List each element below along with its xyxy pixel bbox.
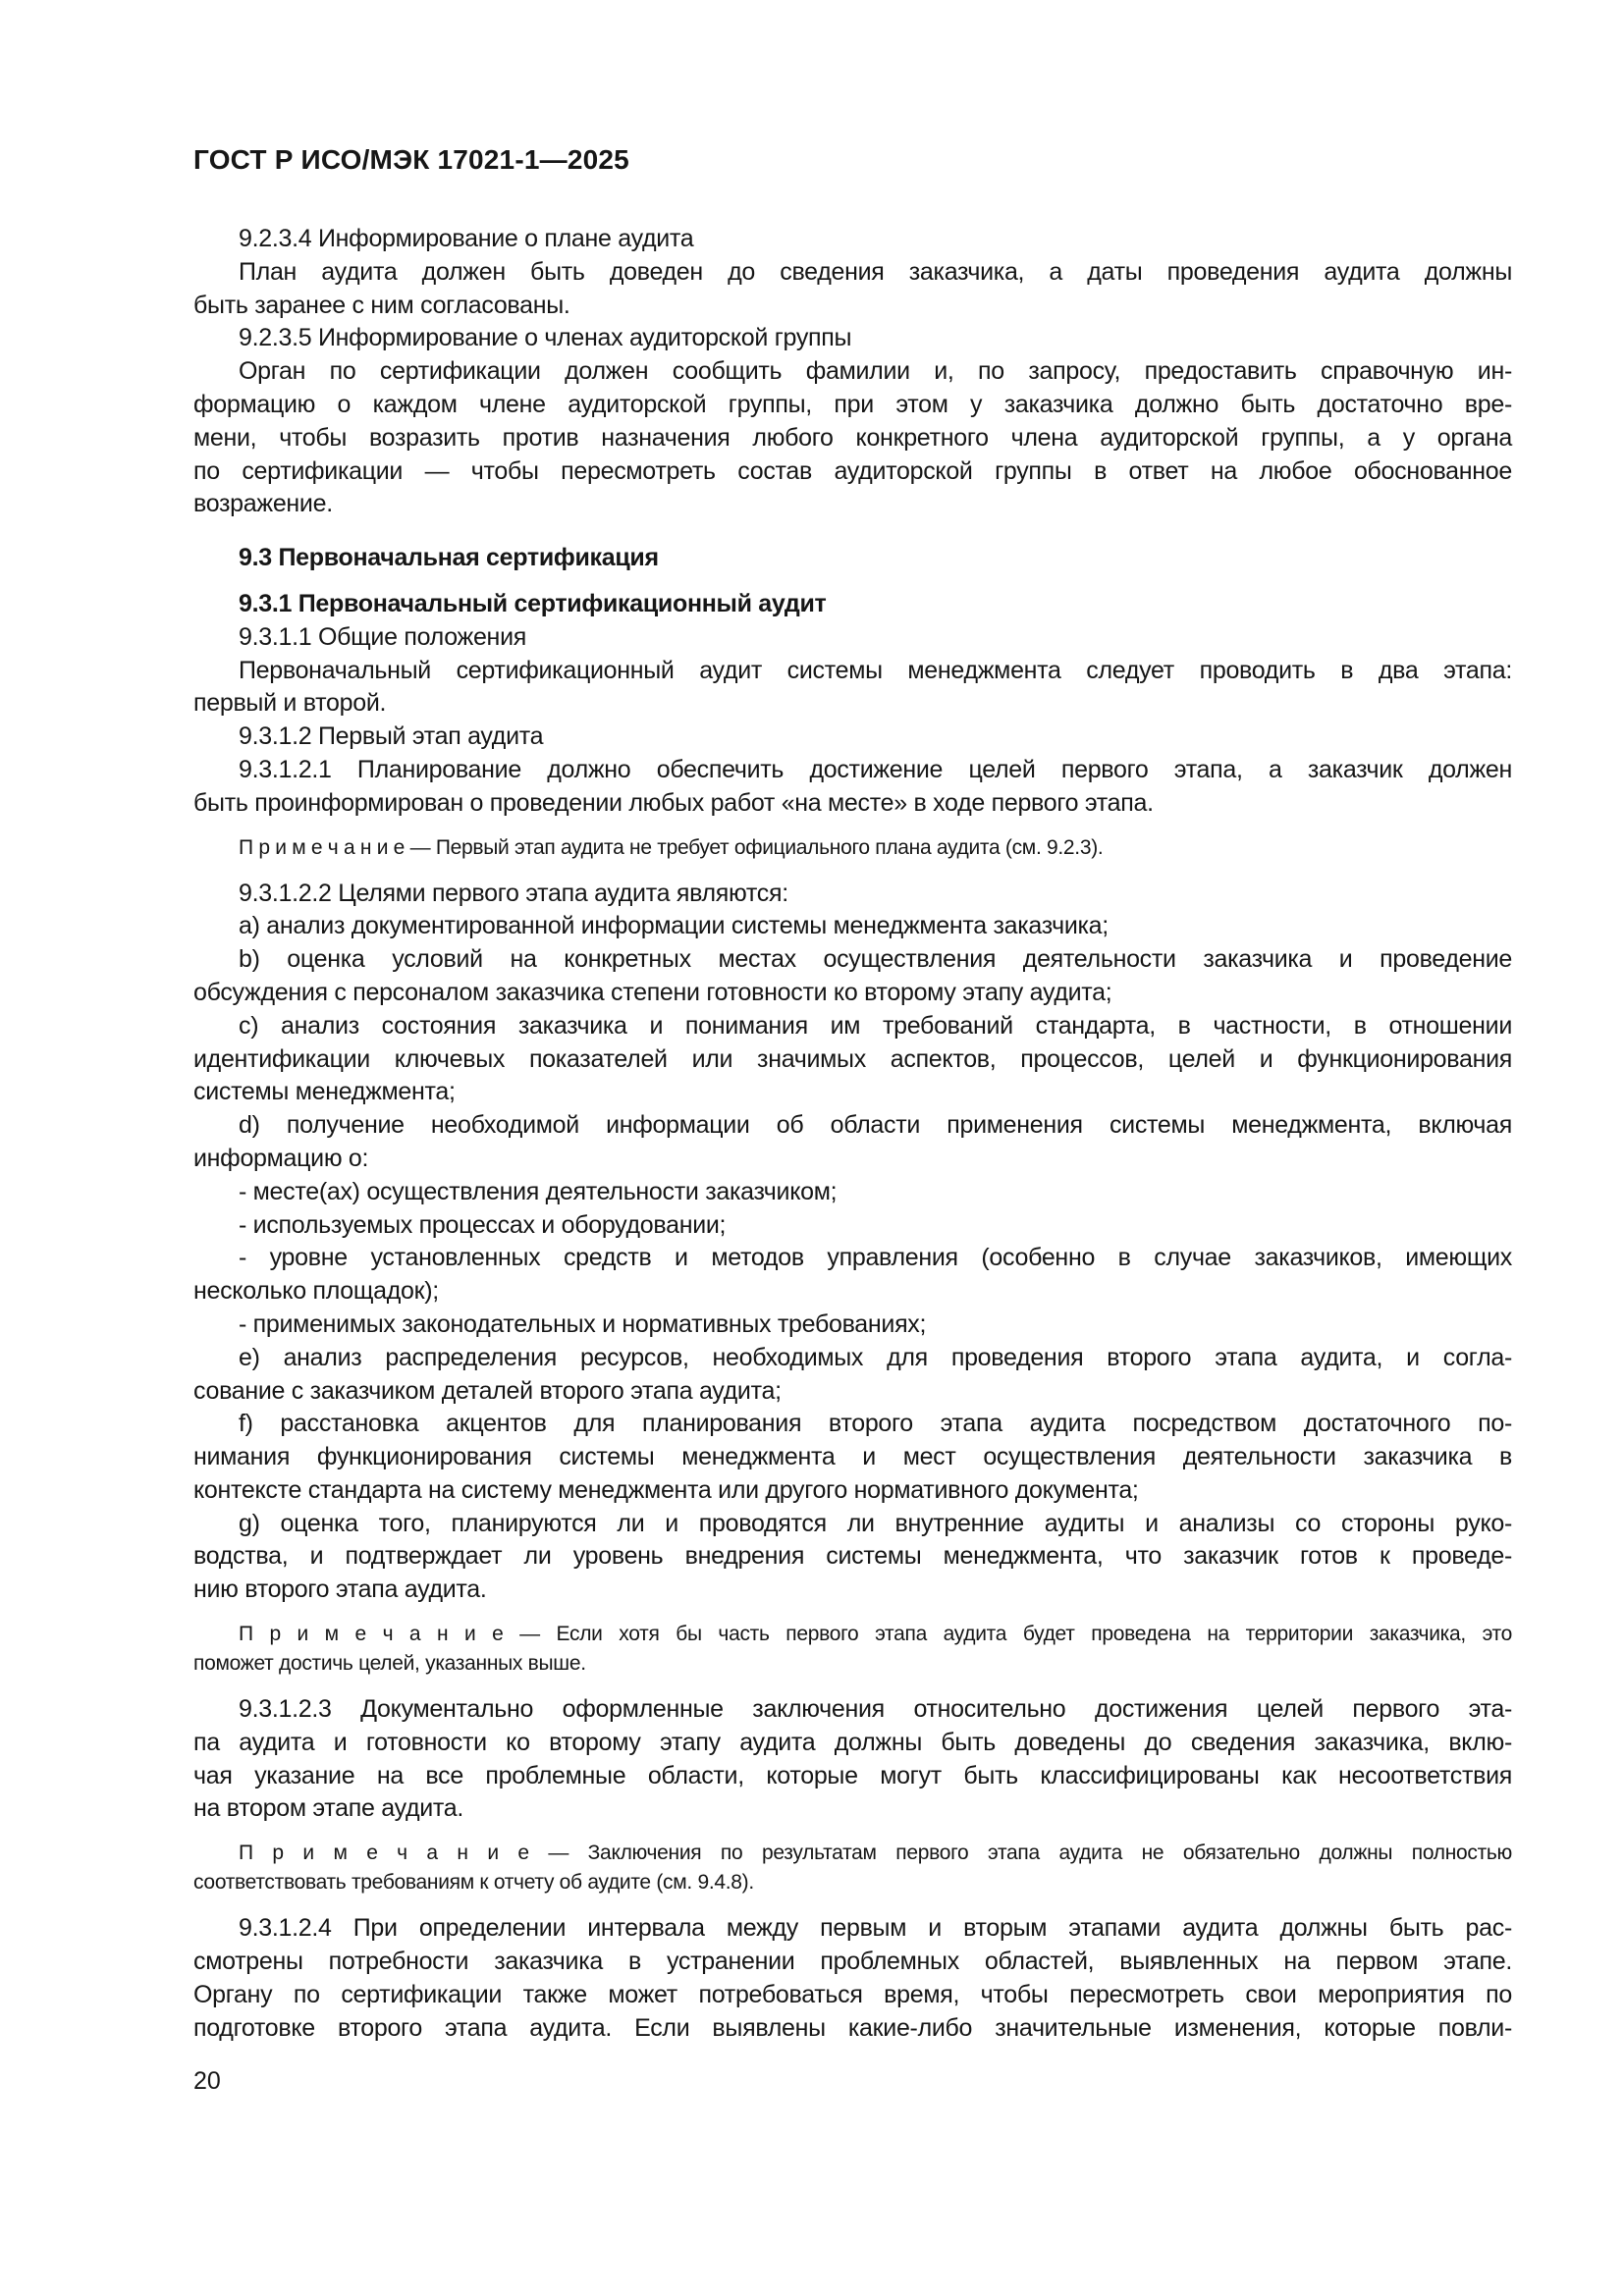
dash-item — [193, 1308, 1512, 1342]
text-line: 9.3.1.2.4 При определении интервала между первым и вторым этапами аудита должны быть рас- — [239, 1914, 1512, 1943]
document-body — [193, 223, 1512, 2045]
text-line: Первоначальный сертификационный аудит системы менеджмента следует проводить в два этапа: — [239, 656, 1512, 684]
text-line: - используемых процессах и оборудовании; — [239, 1210, 727, 1239]
text-line: П р и м е ч а н и е — Первый этап аудита не требует официального плана аудита (см. 9.2.3). — [239, 835, 1104, 859]
text-line: идентификации ключевых показателей или значимых аспектов, процессов, целей и функционирования — [193, 1044, 1512, 1073]
document-header: ГОСТ Р ИСО/МЭК 17021-1—2025 — [193, 144, 629, 175]
text-line: 9.3.1.2.2 Целями первого этапа аудита являются: — [239, 879, 788, 907]
text-line: 9.2.3.5 Информирование о членах аудиторской группы — [239, 324, 852, 352]
text-line: 9.3.1.1 Общие положения — [239, 622, 526, 651]
paragraph — [193, 355, 1512, 521]
text-line: формацию о каждом члене аудиторской группы, при этом у заказчика должно быть достаточно вре- — [193, 390, 1512, 418]
text-line: Органу по сертификации также может потребоваться время, чтобы пересмотреть свои мероприятия по — [193, 1980, 1512, 2008]
text-line: обсуждения с персоналом заказчика степени готовности ко второму этапу аудита; — [193, 978, 1112, 1006]
note — [193, 833, 1512, 863]
text-line: 9.3.1.2 Первый этап аудита — [239, 722, 544, 751]
list-item — [193, 910, 1512, 943]
paragraph — [193, 1912, 1512, 2045]
clause-title-9235 — [193, 322, 1512, 355]
text-line: f) расстановка акцентов для планирования второго этапа аудита посредством достаточного по- — [239, 1410, 1512, 1438]
paragraph — [193, 754, 1512, 821]
text-line: на втором этапе аудита. — [193, 1794, 464, 1823]
text-line: системы менеджмента; — [193, 1078, 456, 1106]
text-line: контексте стандарта на систему менеджмента или другого нормативного документа; — [193, 1475, 1139, 1504]
clause-title-9234 — [193, 223, 1512, 256]
text-line: g) оценка того, планируются ли и проводятся ли внутренние аудиты и анализы со стороны руко- — [239, 1509, 1512, 1537]
dash-item — [193, 1242, 1512, 1308]
text-line: чая указание на все проблемные области, которые могут быть классифицированы как несоответствия — [193, 1761, 1512, 1789]
text-line: c) анализ состояния заказчика и понимания им требований стандарта, в частности, в отношении — [239, 1011, 1512, 1040]
page-number: 20 — [193, 2067, 221, 2095]
text-line: водства, и подтверждает ли уровень внедрения системы менеджмента, что заказчик готов к проведе- — [193, 1542, 1512, 1571]
list-item — [193, 943, 1512, 1010]
text-line: поможет достичь целей, указанных выше. — [193, 1652, 586, 1676]
text-line: 9.3.1.2.1 Планирование должно обеспечить достижение целей первого этапа, а заказчик должен — [239, 755, 1512, 783]
paragraph — [193, 655, 1512, 721]
text-line: d) получение необходимой информации об области применения системы менеджмента, включая — [239, 1111, 1512, 1140]
paragraph — [193, 878, 1512, 911]
text-line: b) оценка условий на конкретных местах осуществления деятельности заказчика и проведение — [239, 945, 1512, 974]
text-line: - месте(ах) осуществления деятельности заказчиком; — [239, 1177, 838, 1205]
text-line: мени, чтобы возразить против назначения любого конкретного члена аудиторской группы, а у органа — [193, 423, 1512, 452]
text-line: по сертификации — чтобы пересмотреть состав аудиторской группы в ответ на любое обоснованное — [193, 456, 1512, 485]
text-line: несколько площадок); — [193, 1277, 439, 1306]
text-line: возражение. — [193, 490, 333, 518]
text-line: нимания функционирования системы менеджмента и мест осуществления деятельности заказчика в — [193, 1443, 1512, 1471]
list-item — [193, 1109, 1512, 1176]
text-line: Орган по сертификации должен сообщить фамилии и, по запросу, предоставить справочную ин- — [239, 357, 1512, 386]
text-line: - применимых законодательных и нормативных требованиях; — [239, 1309, 927, 1338]
text-line: П р и м е ч а н и е — Заключения по результатам первого этапа аудита не обязательно должны полностью — [239, 1842, 1512, 1865]
clause-title-9311 — [193, 621, 1512, 655]
paragraph — [193, 1693, 1512, 1826]
text-line: первый и второй. — [193, 689, 387, 718]
text-line: информацию о: — [193, 1144, 369, 1172]
text-line: па аудита и готовности ко второму этапу аудита должны быть доведены до сведения заказчика, вклю- — [193, 1728, 1512, 1756]
text-line: 9.3 Первоначальная сертификация — [239, 544, 659, 572]
text-line: 9.2.3.4 Информирование о плане аудита — [239, 225, 694, 252]
text-line: - уровне установленных средств и методов управления (особенно в случае заказчиков, имеющих — [239, 1244, 1512, 1272]
text-line: a) анализ документированной информации системы менеджмента заказчика; — [239, 912, 1109, 940]
text-line: План аудита должен быть доведен до сведения заказчика, а даты проведения аудита должны — [239, 257, 1512, 286]
text-line: подготовке второго этапа аудита. Если выявлены какие-либо значительные изменения, которые повли- — [193, 2013, 1512, 2042]
text-line: смотрены потребности заказчика в устранении проблемных областей, выявленных на первом этапе. — [193, 1948, 1512, 1976]
list-item — [193, 1408, 1512, 1507]
text-line: сование с заказчиком деталей второго этапа аудита; — [193, 1376, 782, 1405]
text-line: П р и м е ч а н и е — Если хотя бы часть первого этапа аудита будет проведена на территории заказчика, это — [239, 1623, 1512, 1646]
dash-item — [193, 1176, 1512, 1209]
text-line: 9.3.1.2.3 Документально оформленные заключения относительно достижения целей первого эта- — [239, 1695, 1512, 1724]
text-line: соответствовать требованиям к отчету об аудите (см. 9.4.8). — [193, 1871, 754, 1895]
note — [193, 1839, 1512, 1897]
list-item — [193, 1010, 1512, 1109]
note — [193, 1620, 1512, 1679]
text-line: e) анализ распределения ресурсов, необходимых для проведения второго этапа аудита, и согла- — [239, 1343, 1512, 1371]
clause-title-9312 — [193, 721, 1512, 754]
section-heading-931 — [193, 588, 1512, 621]
text-line: 9.3.1 Первоначальный сертификационный аудит — [239, 589, 827, 617]
paragraph — [193, 256, 1512, 323]
dash-item — [193, 1209, 1512, 1243]
section-heading-93 — [193, 542, 1512, 575]
list-item — [193, 1508, 1512, 1607]
text-line: быть проинформирован о проведении любых работ «на месте» в ходе первого этапа. — [193, 788, 1154, 817]
text-line: быть заранее с ним согласованы. — [193, 291, 570, 319]
list-item — [193, 1342, 1512, 1409]
text-line: нию второго этапа аудита. — [193, 1575, 487, 1604]
